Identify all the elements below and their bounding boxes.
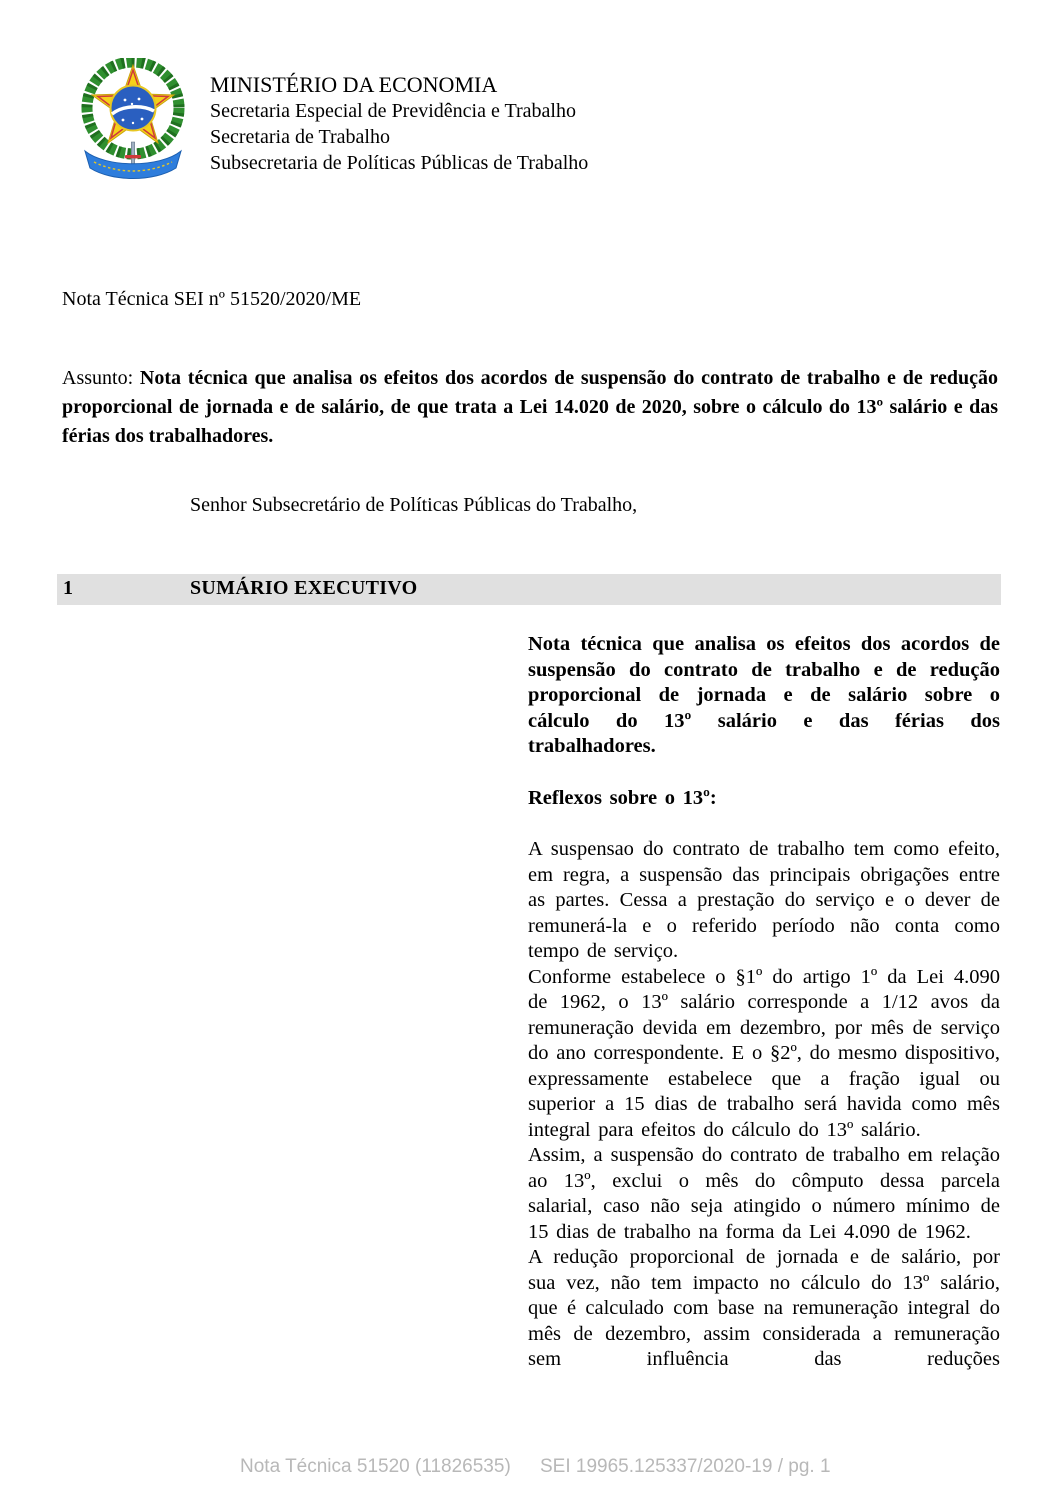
page-footer (0, 1456, 1058, 1484)
brazil-coat-of-arms-icon (68, 58, 198, 182)
org-hierarchy-header (210, 71, 588, 176)
org-line-secretariat: Secretaria de Trabalho (210, 126, 390, 148)
summary-subheading: Reflexos sobre o 13º: (528, 786, 717, 809)
summary-paragraph: Conforme estabelece o §1º do artigo 1º da Lei 4.090 de 1962, o 13º salário corresponde a 1/12 avos da remuneração devida em dezembro, por mês de serviço do ano correspondente. E o §2º, do mesmo dispositivo, expressamente estabelece que a fração igual ou superior a 15 dias de trabalho será havida como mês integral para efeitos do cálculo do 13º salário. (528, 965, 1000, 1141)
document-number: Nota Técnica SEI nº 51520/2020/ME (62, 288, 362, 310)
org-line-special-secretariat: Secretaria Especial de Previdência e Trabalho (210, 100, 576, 122)
footer-document-ref: Nota Técnica 51520 (11826535) (240, 1456, 511, 1477)
org-line-subsecretariat: Subsecretaria de Políticas Públicas de Trabalho (210, 152, 589, 174)
summary-paragraph: Assim, a suspensão do contrato de trabalho em relação ao 13º, exclui o mês do cômputo dessa parcela salarial, caso não seja atingido o número mínimo de 15 dias de trabalho na forma da Lei 4.090 de 1962. (528, 1144, 1000, 1243)
section-number: 1 (63, 577, 73, 599)
subject-paragraph (62, 364, 998, 451)
summary-paragraph: A redução proporcional de jornada e de salário, por sua vez, não tem impacto no cálculo do 13º salário, que é calculado com base na remuneração integral do mês de dezembro, assim considerada a remuneração sem influência das reduções (528, 1246, 1000, 1370)
subject-text: Nota técnica que analisa os efeitos dos acordos de suspensão do contrato de trabalho e de redução proporcional de jornada e de salário, de que trata a Lei 14.020 de 2020, sobre o cálculo do 13º salário e das férias dos trabalhadores. (62, 367, 998, 447)
summary-paragraph: A suspensao do contrato de trabalho tem como efeito, em regra, a suspensão das principais obrigações entre as partes. Cessa a prestação do serviço e o dever de remunerá-la e o referido período não conta como tempo de serviço. (528, 838, 1000, 962)
executive-summary-body (528, 632, 1000, 1373)
section-heading-bar (57, 574, 1001, 605)
summary-lead-paragraph: Nota técnica que analisa os efeitos dos acordos de suspensão do contrato de trabalho e de redução proporcional de jornada e de salário sobre o cálculo do 13º salário e das férias dos trabalhadores. (528, 633, 1000, 757)
subject-label: Assunto: (62, 367, 134, 389)
footer-sei-process-ref: SEI 19965.125337/2020-19 / pg. 1 (540, 1456, 831, 1477)
salutation-line: Senhor Subsecretário de Políticas Públicas do Trabalho, (190, 494, 638, 516)
org-line-ministry: MINISTÉRIO DA ECONOMIA (210, 72, 498, 97)
section-title: SUMÁRIO EXECUTIVO (190, 577, 418, 599)
